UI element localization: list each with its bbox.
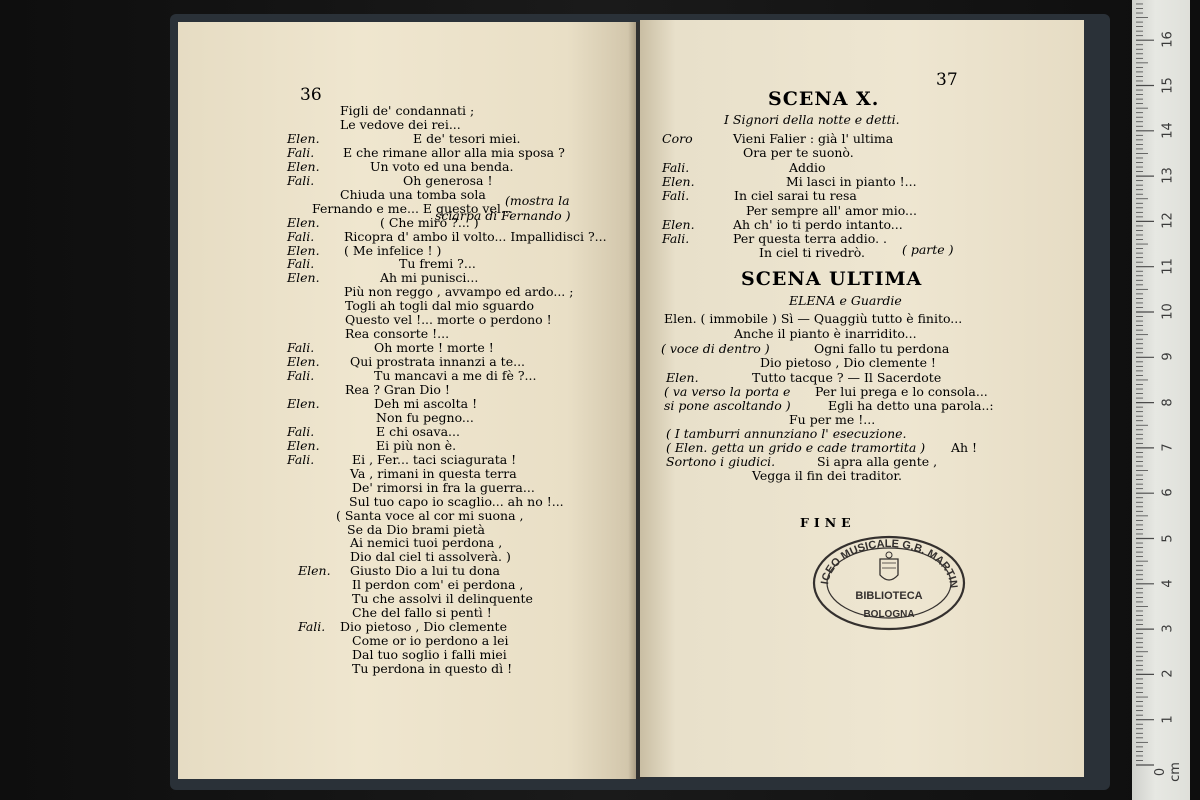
speaker-label: Elen. xyxy=(287,437,320,453)
text-line: Per lui prega e lo consola... xyxy=(815,384,988,399)
ruler-number: 14 xyxy=(1160,122,1176,139)
speaker-label: Fali. xyxy=(287,340,315,356)
text-line: Dio pietoso , Dio clemente xyxy=(340,619,507,635)
svg-text:LICEO MUSICALE G.B. MARTINI xyxy=(812,535,959,589)
text-line: Rea consorte !... xyxy=(345,326,450,342)
fine-label: FINE xyxy=(800,515,856,530)
text-line: Ah ! xyxy=(951,440,978,455)
ruler-number: 10 xyxy=(1160,303,1176,320)
ruler-number: 6 xyxy=(1160,488,1176,497)
speaker-label: Coro xyxy=(662,131,693,146)
speaker-label: Fali. xyxy=(287,172,315,188)
stage-direction: ( voce di dentro ) xyxy=(661,341,770,356)
text-line: Che del fallo si pentì ! xyxy=(352,605,492,621)
stage-direction: Sortono i giudici. xyxy=(666,454,776,469)
speaker-label: Elen. xyxy=(287,130,320,146)
text-line: Addio xyxy=(789,159,826,175)
speaker-label: Fali. xyxy=(287,451,315,467)
coat-of-arms-icon xyxy=(880,552,898,580)
text-line: Tutto tacque ? — Il Sacerdote xyxy=(752,370,942,385)
speaker-label: Elen. xyxy=(287,395,320,411)
text-line: Ah mi punisci... xyxy=(380,270,479,286)
text-line: Ricopra d' ambo il volto... Impallidisci ?... xyxy=(344,228,607,244)
text-line: E chi osava... xyxy=(376,423,460,439)
library-stamp xyxy=(812,535,966,631)
speaker-label: Elen. xyxy=(287,270,320,286)
text-line: Anche il pianto è inarridito... xyxy=(734,326,917,341)
text-line: Dio pietoso , Dio clemente ! xyxy=(760,355,936,370)
ruler-number: 1 xyxy=(1160,715,1176,724)
ruler-number: 0 cm xyxy=(1153,762,1183,782)
ruler-number: 12 xyxy=(1160,212,1176,230)
stamp-top-text: ICEO MUSICALE G.B. MARTIN xyxy=(819,537,960,589)
speaker-label: Elen. xyxy=(662,216,695,232)
ruler-number: 8 xyxy=(1160,397,1176,407)
text-line: Ogni fallo tu perdona xyxy=(814,341,950,356)
text-line: Elen. ( immobile ) Sì — Quaggiù tutto è finito... xyxy=(664,311,963,326)
text-line: Figli de' condannati ; xyxy=(340,103,475,118)
text-line: Vieni Falier : già l' ultima xyxy=(733,131,894,146)
ruler-number: 13 xyxy=(1160,167,1176,184)
text-line: ( Me infelice ! ) xyxy=(344,242,442,258)
speaker-label: Elen. xyxy=(287,354,320,370)
text-line: Chiuda una tomba sola xyxy=(340,186,486,202)
speaker-label: Elen. xyxy=(287,158,320,174)
text-line: Giusto Dio a lui tu dona xyxy=(350,563,501,579)
text-line: ( Santa voce al cor mi suona , xyxy=(336,507,524,523)
text-line: Togli ah togli dal mio sguardo xyxy=(345,298,535,314)
speaker-label: Fali. xyxy=(287,144,315,160)
text-line: Ei più non è. xyxy=(376,437,457,453)
text-line: Ei , Fer... taci sciagurata ! xyxy=(352,451,517,467)
text-line: Il perdon com' ei perdona , xyxy=(352,577,524,593)
speaker-label: Fali. xyxy=(662,188,690,204)
text-line: In ciel sarai tu resa xyxy=(734,188,857,204)
right-page-number: 37 xyxy=(936,70,958,90)
text-line: Va , rimani in questa terra xyxy=(350,465,517,481)
speaker-label: Elen. xyxy=(287,214,320,230)
speaker-label: Elen. xyxy=(666,370,699,385)
scena-ultima-subtitle: ELENA e Guardie xyxy=(789,293,902,308)
text-line: ( Che miro ?... ) xyxy=(380,214,479,230)
ruler-number: 9 xyxy=(1160,352,1176,361)
ruler-number: 15 xyxy=(1160,76,1176,94)
ruler-number: 3 xyxy=(1160,624,1176,633)
speaker-label: Elen. xyxy=(287,242,320,258)
text-line: Per sempre all' amor mio... xyxy=(746,202,917,218)
stamp-middle-text: BIBLIOTECA xyxy=(855,590,923,602)
text-line: E de' tesori miei. xyxy=(413,130,521,146)
ruler-number: 16 xyxy=(1160,31,1176,48)
text-line: Sul tuo capo io scaglio... ah no !... xyxy=(349,493,564,509)
text-line: In ciel ti rivedrò. xyxy=(759,245,866,261)
text-line: Questo vel !... morte o perdono ! xyxy=(345,312,552,328)
text-line: Egli ha detto una parola..: xyxy=(828,398,994,413)
stage-direction: sciarpa di Fernando ) xyxy=(435,208,571,223)
text-line: Ai nemici tuoi perdona , xyxy=(350,535,503,551)
text-line: Dal tuo soglio i falli miei xyxy=(352,647,507,663)
speaker-label: Fali. xyxy=(298,619,326,635)
text-line: Tu mancavi a me di fè ?... xyxy=(374,368,537,384)
speaker-label: Fali. xyxy=(662,159,690,175)
stage-direction: ( Elen. getta un grido e cade tramortita ) xyxy=(666,440,926,455)
text-line: E che rimane allor alla mia sposa ? xyxy=(343,144,565,160)
text-line: Un voto ed una benda. xyxy=(370,158,514,174)
text-line: Rea ? Gran Dio ! xyxy=(345,382,450,397)
scene-x-heading: SCENA X. xyxy=(768,88,880,110)
text-line: Vegga il fin dei traditor. xyxy=(752,468,902,483)
speaker-label: Fali. xyxy=(287,368,315,384)
text-line: Oh morte ! morte ! xyxy=(374,340,494,356)
text-line: Mi lasci in pianto !... xyxy=(786,173,917,189)
speaker-label: Elen. xyxy=(662,173,695,189)
left-page-number: 36 xyxy=(300,85,322,105)
text-line: Come or io perdono a lei xyxy=(352,633,509,649)
speaker-label: Fali. xyxy=(662,231,690,247)
text-line: Fernando e me... E questo vel... xyxy=(312,200,513,216)
text-line: Deh mi ascolta ! xyxy=(374,395,478,411)
stage-direction: ( va verso la porta e xyxy=(664,384,791,399)
ruler-number: 11 xyxy=(1160,257,1176,275)
text-line: Tu perdona in questo dì ! xyxy=(352,661,513,676)
text-line: Oh generosa ! xyxy=(403,172,493,188)
scena-ultima-heading: SCENA ULTIMA xyxy=(741,268,923,290)
scene-x-subtitle: I Signori della notte e detti. xyxy=(724,112,900,127)
ruler-number: 2 xyxy=(1160,669,1176,679)
stamp-bottom-text: BOLOGNA xyxy=(863,609,915,620)
text-line: Non fu pegno... xyxy=(376,409,474,425)
stage-direction: (mostra la xyxy=(505,193,570,208)
ruler-number: 4 xyxy=(1160,579,1176,588)
speaker-label: Fali. xyxy=(287,423,315,439)
text-line: Le vedove dei rei... xyxy=(340,116,461,132)
text-line: Tu fremi ?... xyxy=(399,256,476,272)
text-line: Se da Dio brami pietà xyxy=(347,521,486,537)
text-line: De' rimorsi in fra la guerra... xyxy=(352,479,535,495)
stage-direction: ( parte ) xyxy=(902,242,954,257)
ruler-number: 5 xyxy=(1160,533,1176,543)
text-line: Ora per te suonò. xyxy=(743,145,854,161)
speaker-label: Elen. xyxy=(298,563,331,579)
speaker-label: Fali. xyxy=(287,228,315,244)
speaker-label: Fali. xyxy=(287,256,315,272)
text-line: Più non reggo , avvampo ed ardo... ; xyxy=(344,284,574,300)
stage-direction: si pone ascoltando ) xyxy=(664,398,791,413)
text-line: Ah ch' io ti perdo intanto... xyxy=(733,216,903,232)
text-line: Dio dal ciel ti assolverà. ) xyxy=(350,549,511,565)
text-line: Fu per me !... xyxy=(789,412,876,427)
text-line: Per questa terra addio. . xyxy=(733,231,887,247)
text-line: Qui prostrata innanzi a te... xyxy=(350,354,526,370)
stage-direction: ( I tamburri annunziano l' esecuzione. xyxy=(666,426,907,441)
ruler-number: 7 xyxy=(1160,443,1176,452)
text-line: Si apra alla gente , xyxy=(817,454,938,469)
text-line: Tu che assolvi il delinquente xyxy=(352,591,533,607)
